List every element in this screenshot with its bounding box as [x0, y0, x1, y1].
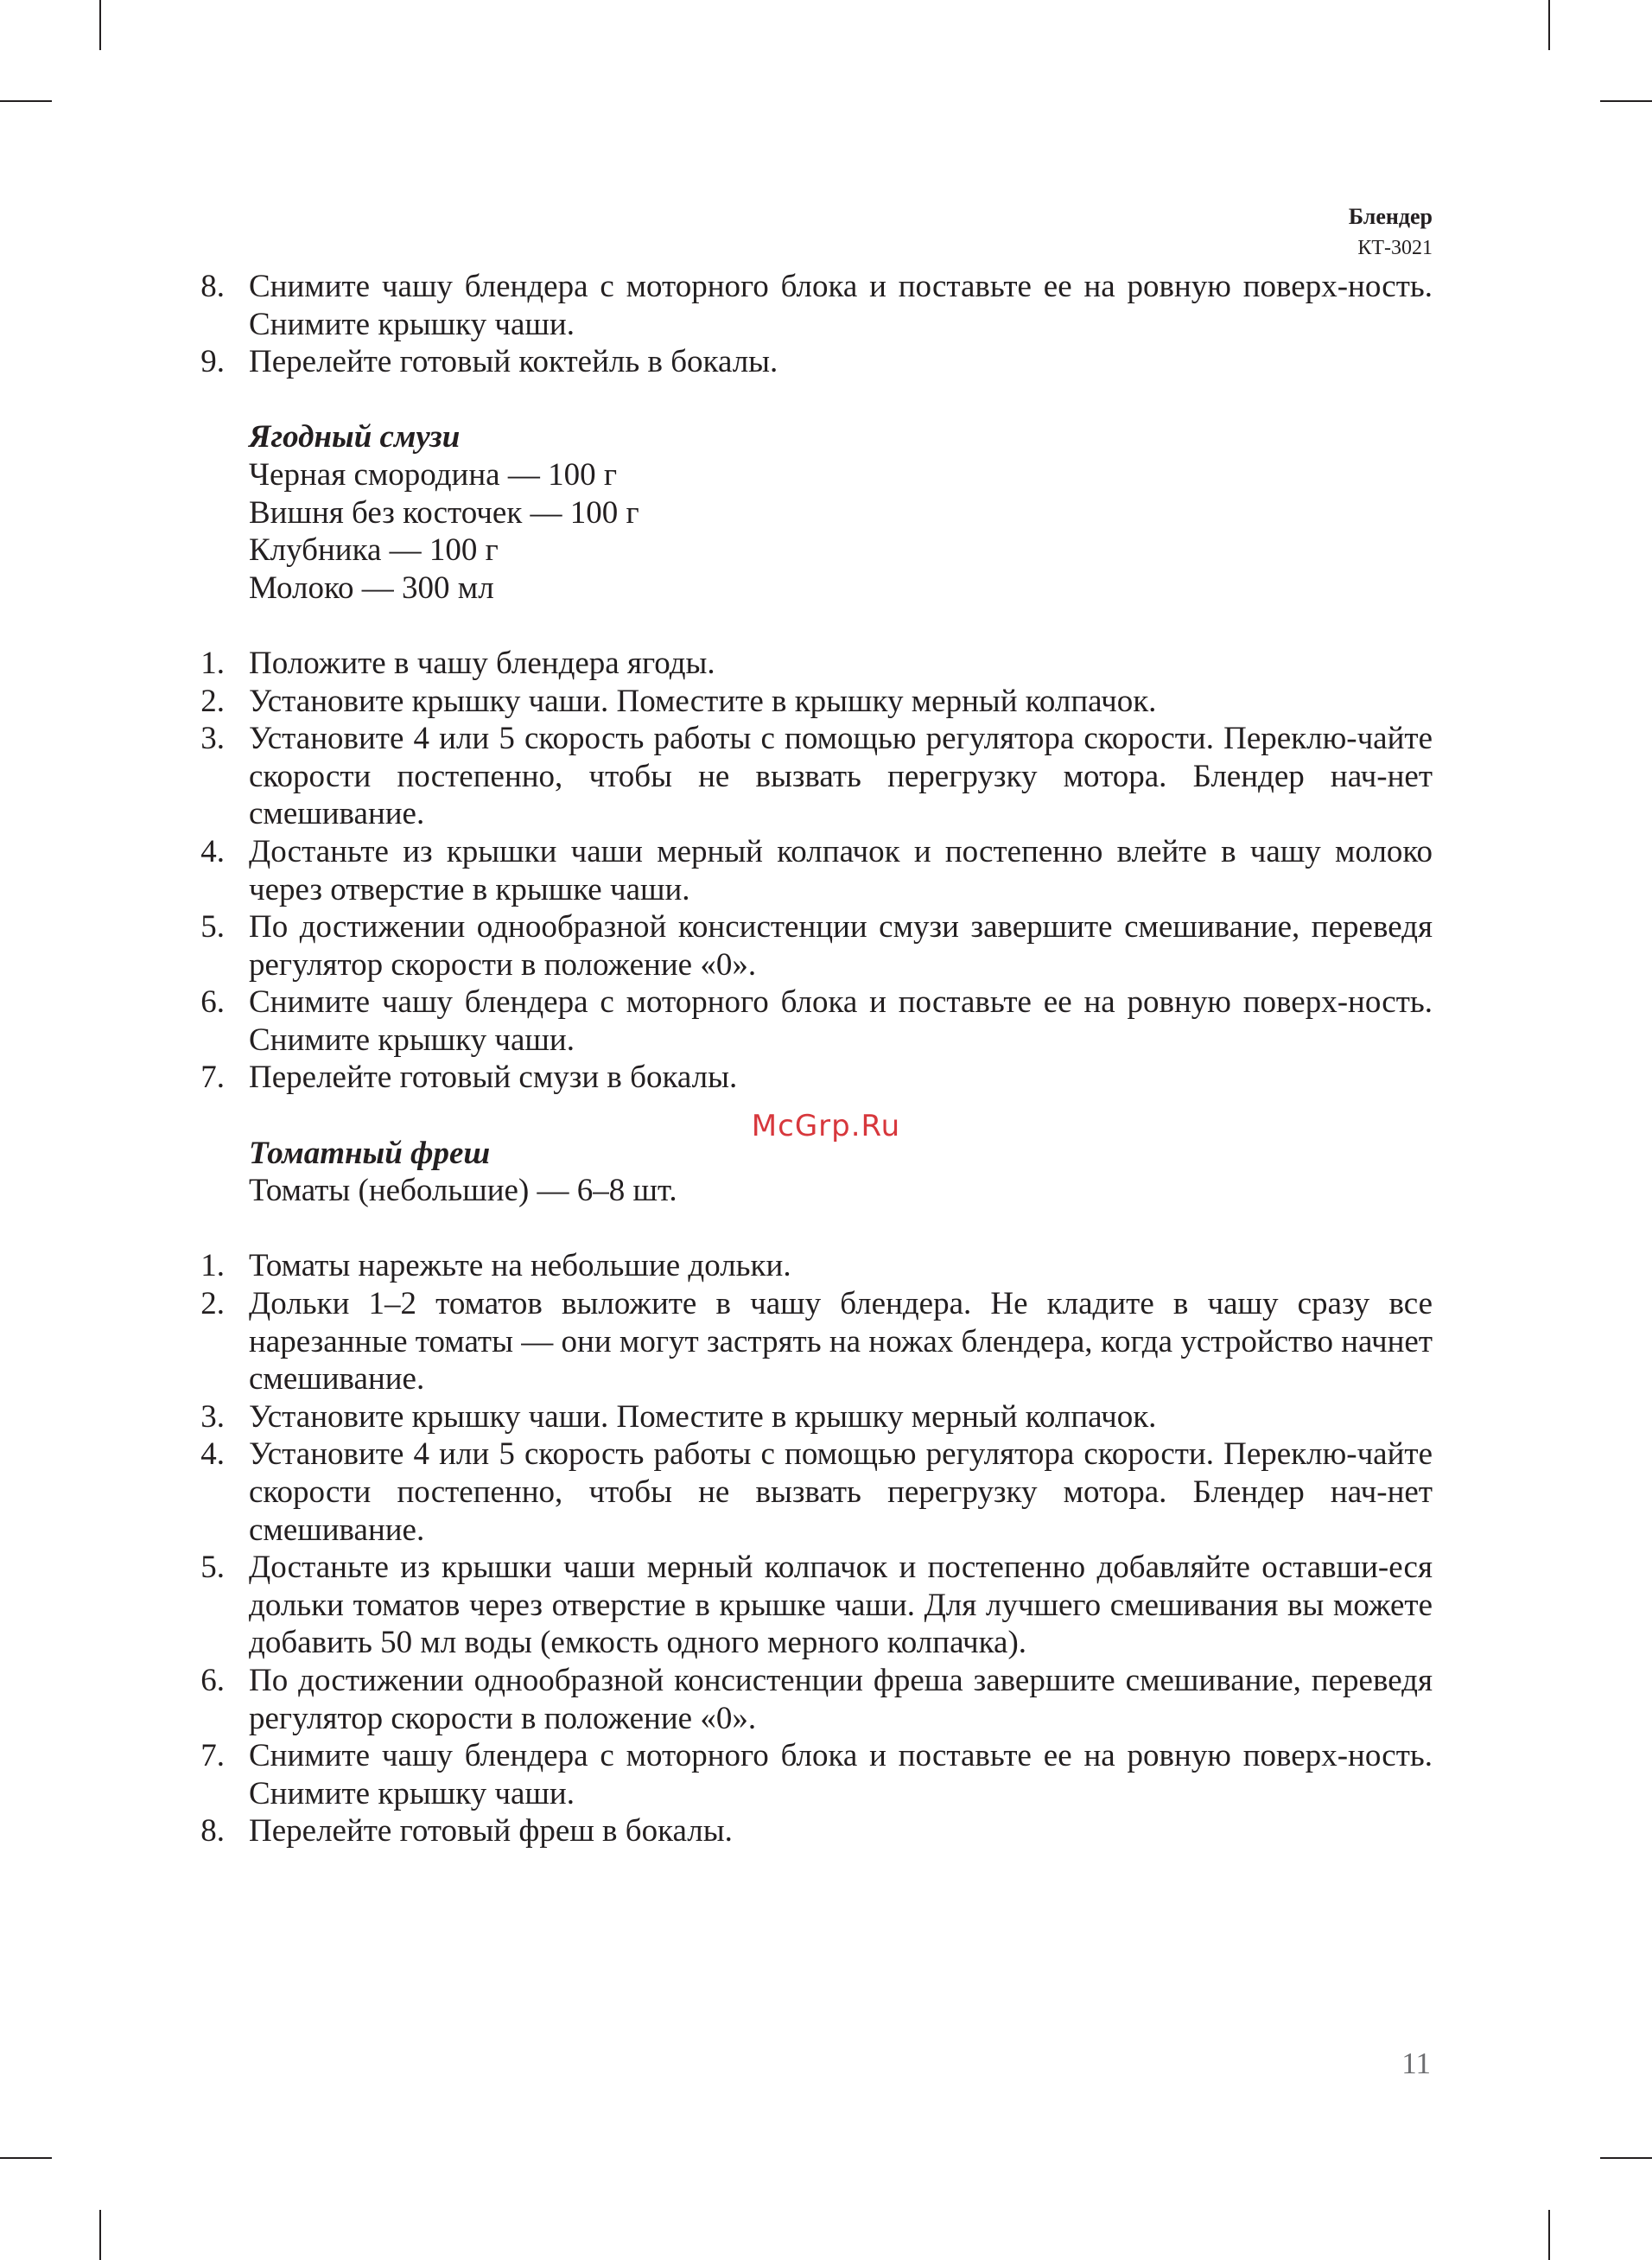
crop-mark-bottom-right [1548, 2210, 1550, 2260]
ingredient-item: Вишня без косточек — 100 г [249, 494, 639, 531]
ingredient-item: Молоко — 300 мл [249, 570, 494, 606]
list-item [192, 984, 1433, 1059]
step-text: Дольки 1–2 томатов выложите в чашу блендера. Не кладите в чашу сразу все нарезанные томаты — они могут застрять на ножах блендера, когда устройство начнет смешивание. [249, 1286, 1433, 1397]
steps-tomato-fresh [192, 1247, 1433, 1850]
recipe-title-tomato-fresh: Томатный фреш [249, 1135, 491, 1171]
page-number: 11 [1401, 2047, 1431, 2080]
list-item [192, 720, 1433, 833]
ingredient-item: Томаты (небольшие) — 6–8 шт. [249, 1173, 677, 1209]
ingredients-berry-smoothie [192, 456, 1433, 607]
list-item [192, 1398, 1433, 1436]
list-item [192, 908, 1433, 984]
watermark-link[interactable]: McGrp.Ru [751, 1109, 901, 1143]
list-item [192, 1737, 1433, 1812]
step-number: 5. [200, 1550, 225, 1586]
list-item [192, 1059, 1433, 1097]
page-content [192, 268, 1433, 1850]
step-number: 8. [200, 1813, 225, 1849]
list-item [192, 645, 1433, 683]
spacer [192, 1210, 1433, 1248]
recipe-title-berry-smoothie: Ягодный смузи [249, 419, 461, 455]
spacer [192, 381, 1433, 419]
crop-mark-right-bottom [1600, 2157, 1652, 2159]
step-number: 3. [200, 1398, 225, 1435]
step-text: Снимите чашу блендера с моторного блока и поставьте ее на ровную поверх-ность. Снимите крышку чаши. [249, 1738, 1433, 1811]
step-number: 5. [200, 909, 225, 945]
step-text: Установите 4 или 5 скорость работы с помощью регулятора скорости. Переклю-чайте скорости постепенно, чтобы не вызвать перегрузку мотора. Блендер нач-нет смешивание. [249, 721, 1433, 832]
crop-mark-left-bottom [0, 2157, 52, 2159]
step-number: 7. [200, 1060, 225, 1096]
ingredients-tomato-fresh [192, 1172, 1433, 1210]
step-text: Установите крышку чаши. Поместите в крышку мерный колпачок. [249, 683, 1157, 719]
step-text: По достижении однообразной консистенции смузи завершите смешивание, переведя регулятор скорости в положение «0». [249, 909, 1433, 983]
step-text: Положите в чашу блендера ягоды. [249, 645, 715, 681]
step-number: 9. [200, 344, 225, 380]
crop-mark-top-left [99, 0, 101, 50]
running-header [1349, 201, 1433, 264]
list-item [192, 268, 1433, 343]
step-number: 6. [200, 1662, 225, 1698]
list-item [192, 1662, 1433, 1737]
step-number: 8. [200, 269, 225, 304]
list-item [192, 1285, 1433, 1398]
product-model: КТ-3021 [1357, 237, 1433, 259]
step-text: Снимите чашу блендера с моторного блока и поставьте ее на ровную поверх-ность. Снимите крышку чаши. [249, 984, 1433, 1058]
step-text: Установите крышку чаши. Поместите в крышку мерный колпачок. [249, 1398, 1157, 1435]
steps-berry-smoothie [192, 645, 1433, 1097]
step-number: 1. [200, 645, 225, 681]
step-text: Достаньте из крышки чаши мерный колпачок и постепенно добавляйте оставши-еся дольки томатов через отверстие в крышке чаши. Для лучшего смешивания вы можете добавить 50 мл воды (емкость одного мерного колпачка). [249, 1550, 1433, 1661]
step-text: Перелейте готовый смузи в бокалы. [249, 1060, 738, 1096]
list-item [192, 1812, 1433, 1850]
crop-mark-bottom-left [99, 2210, 101, 2260]
step-number: 2. [200, 1286, 225, 1322]
crop-mark-right-top [1600, 100, 1652, 102]
step-number: 3. [200, 721, 225, 757]
spacer [192, 607, 1433, 645]
list-item [192, 1436, 1433, 1549]
step-number: 2. [200, 683, 225, 719]
step-number: 4. [200, 1436, 225, 1473]
intro-steps [192, 268, 1433, 381]
product-title: Блендер [1348, 204, 1433, 229]
list-item [192, 833, 1433, 908]
list-item [192, 683, 1433, 721]
step-text: Установите 4 или 5 скорость работы с помощью регулятора скорости. Переклю-чайте скорости постепенно, чтобы не вызвать перегрузку мотора. Блендер нач-нет смешивание. [249, 1436, 1433, 1548]
list-item [192, 1247, 1433, 1285]
step-text: Достаньте из крышки чаши мерный колпачок и постепенно влейте в чашу молоко через отверстие в крышке чаши. [249, 833, 1433, 907]
step-number: 4. [200, 833, 225, 869]
crop-mark-top-right [1548, 0, 1550, 50]
step-text: Снимите чашу блендера с моторного блока и поставьте ее на ровную поверх-ность. Снимите крышку чаши. [249, 269, 1433, 342]
list-item [192, 1549, 1433, 1662]
step-text: По достижении однообразной консистенции фреша завершите смешивание, переведя регулятор скорости в положение «0». [249, 1662, 1433, 1736]
step-text: Томаты нарежьте на небольшие дольки. [249, 1248, 791, 1284]
step-text: Перелейте готовый фреш в бокалы. [249, 1813, 733, 1849]
ingredient-item: Клубника — 100 г [249, 532, 499, 569]
step-text: Перелейте готовый коктейль в бокалы. [249, 344, 778, 380]
crop-mark-left-top [0, 100, 52, 102]
step-number: 6. [200, 984, 225, 1021]
ingredient-item: Черная смородина — 100 г [249, 456, 618, 493]
list-item [192, 343, 1433, 381]
step-number: 7. [200, 1738, 225, 1774]
step-number: 1. [200, 1248, 225, 1284]
